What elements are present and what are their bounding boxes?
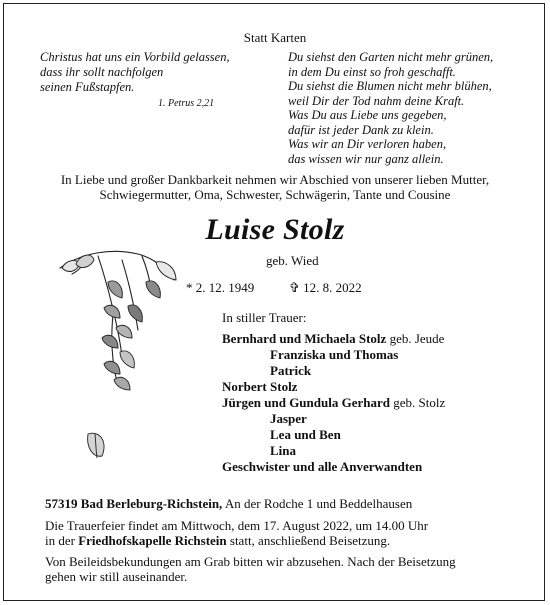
mourner-line [222,395,445,410]
verse-left-line: Christus hat uns ein Vorbild gelassen, [40,50,230,64]
verse-right-line: Was wir an Dir verloren haben, [288,137,447,151]
mourner-line: Geschwister und alle Anverwandten [222,459,423,474]
birth-date: * 2. 12. 1949 [186,280,255,295]
mourner-line: Jasper [270,411,307,426]
death-date: ✞ 12. 8. 2022 [289,280,362,295]
mourner-line: Patrick [270,363,312,378]
verse-left-line: dass ihr sollt nachfolgen [40,65,164,79]
mourner-line: Franziska und Thomas [270,347,399,362]
verse-left [40,50,260,110]
note-line-2: gehen wir still auseinander. [45,569,188,584]
birch-branch-icon [58,246,182,486]
address-street: An der Rodche 1 und Beddelhausen [222,496,413,511]
verse-right-line: in dem Du einst so froh geschafft. [288,64,456,79]
mourner-line: Norbert Stolz [222,379,298,394]
deceased-name: Luise Stolz [205,213,345,246]
intro-line-2: Schwiegermutter, Oma, Schwester, Schwägerin, Tante und Cousine [99,187,451,202]
mourners-heading: In stiller Trauer: [222,310,307,325]
verse-left-line: seinen Fußstapfen. [40,80,135,94]
verse-right-line: Du siehst den Garten nicht mehr grünen, [288,50,494,64]
verse-left-source: 1. Petrus 2,21 [158,98,215,109]
funeral-place: Friedhofskapelle Richstein [78,533,227,548]
mourner-line: Lea und Ben [270,427,341,442]
verse-right-line: Du siehst die Blumen nicht mehr blühen, [288,79,492,93]
address-place: 57319 Bad Berleburg-Richstein, [45,496,223,511]
mourner-name: Bernhard und Michaela Stolz [222,331,387,346]
mourner-suffix: geb. Stolz [389,395,446,410]
funeral-post: statt, anschließend Beisetzung. [226,533,391,548]
verse-right-line: weil Dir der Tod nahm deine Kraft. [288,93,465,108]
header-title: Statt Karten [243,30,307,45]
funeral-line-2 [45,533,390,548]
intro-line-1: In Liebe und großer Dankbarkeit nehmen wir Abschied von unserer lieben Mutter, [60,172,490,187]
note-line-1: Von Beileidsbekundungen am Grab bitten wir abzusehen. Nach der Beisetzung [45,554,456,569]
mourner-line: Lina [270,443,297,458]
mourner-name: Jürgen und Gundula Gerhard [222,395,390,410]
mourner-suffix: geb. Jeude [386,331,445,346]
address-line [45,496,412,511]
funeral-line-1: Die Trauerfeier findet am Mittwoch, dem 17. August 2022, um 14.00 Uhr [45,518,429,533]
birth-name: geb. Wied [266,253,319,268]
verse-right-line: dafür ist jeder Dank zu klein. [288,122,434,137]
mourner-line [222,331,444,346]
verse-right [288,50,538,166]
funeral-pre: in der [45,533,79,548]
verse-right-line: das wissen wir nur ganz allein. [288,151,444,166]
verse-right-line: Was Du aus Liebe uns gegeben, [288,108,447,122]
